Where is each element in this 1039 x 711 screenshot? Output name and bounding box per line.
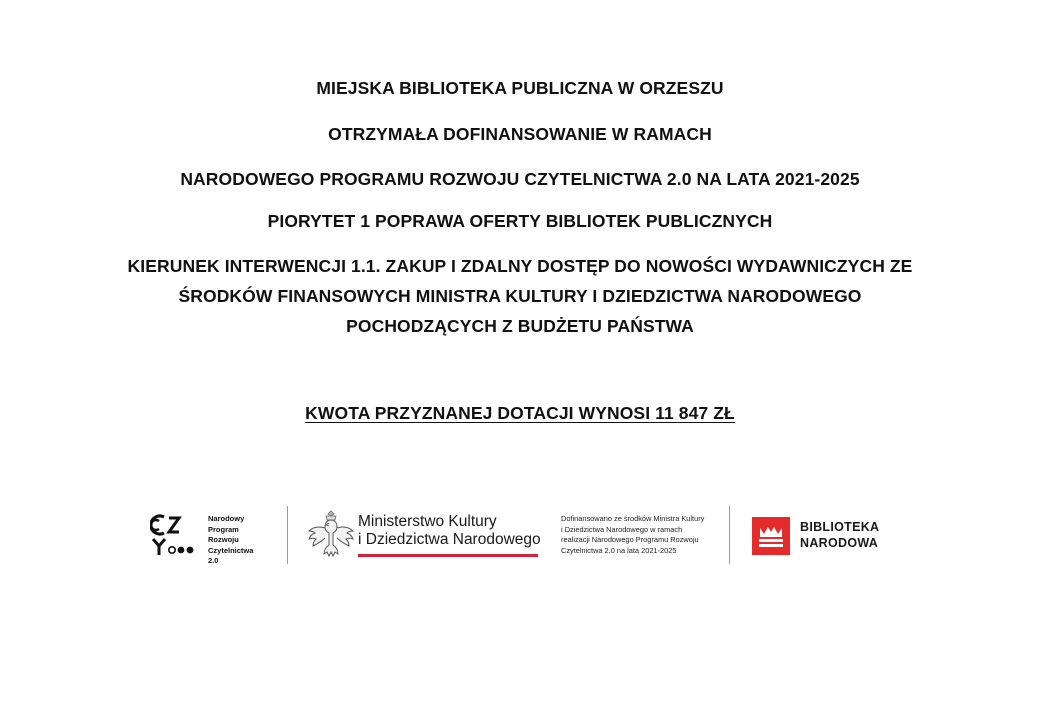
nprc-line: Narodowy: [208, 514, 245, 523]
funding-note-line: i Dziedzictwa Narodowego w ramach: [561, 524, 683, 534]
bn-line: BIBLIOTEKA: [800, 520, 880, 534]
funding-note: [561, 514, 704, 556]
heading-line-budget: POCHODZĄCYCH Z BUDŻETU PAŃSTWA: [346, 316, 694, 336]
white-eagle-emblem-icon: [307, 508, 355, 562]
nprc-line: Czytelnictwa: [208, 545, 254, 555]
heading-line-priority: PIORYTET 1 POPRAWA OFERTY BIBLIOTEK PUBLICZNYCH: [267, 211, 773, 231]
heading-line-program: NARODOWEGO PROGRAMU ROZWOJU CZYTELNICTWA 2.0 NA LATA 2021-2025: [180, 169, 860, 189]
ministry-red-underline: [358, 554, 538, 557]
funding-note-line: Dofinansowano ze środków Ministra Kultury: [561, 514, 705, 523]
ministry-line: i Dziedzictwa Narodowego: [358, 531, 541, 548]
partner-logos-bar: [0, 500, 1039, 572]
heading-line-received: OTRZYMAŁA DOFINANSOWANIE W RAMACH: [328, 124, 712, 144]
biblioteka-narodowa-crown-icon: [752, 517, 790, 555]
funding-note-line: Czytelnictwa 2.0 na lata 2021-2025: [561, 545, 677, 555]
logo-divider: [287, 506, 288, 564]
nprc-logo-icon: [150, 512, 200, 558]
heading-line-library: MIEJSKA BIBLIOTEKA PUBLICZNA W ORZESZU: [316, 78, 724, 98]
nprc-line: 2.0: [208, 556, 219, 565]
biblioteka-narodowa-text: [800, 519, 879, 551]
heading-line-direction: KIERUNEK INTERWENCJI 1.1. ZAKUP I ZDALNY DOSTĘP DO NOWOŚCI WYDAWNICZYCH ZE: [127, 256, 913, 276]
funding-note-line: realizacji Narodowego Programu Rozwoju: [561, 535, 699, 544]
nprc-line: Program: [208, 524, 239, 534]
grant-amount-line: KWOTA PRZYZNANEJ DOTACJI WYNOSI 11 847 ZŁ: [305, 403, 735, 423]
ministry-logo-text: [358, 513, 541, 549]
ministry-line: Ministerstwo Kultury: [358, 513, 497, 530]
logo-divider: [729, 506, 730, 564]
bn-line: NARODOWA: [800, 536, 879, 550]
nprc-line: Rozwoju: [208, 535, 239, 544]
heading-line-funds: ŚRODKÓW FINANSOWYCH MINISTRA KULTURY I DZIEDZICTWA NARODOWEGO: [178, 286, 862, 306]
nprc-logo-text: [208, 514, 253, 567]
